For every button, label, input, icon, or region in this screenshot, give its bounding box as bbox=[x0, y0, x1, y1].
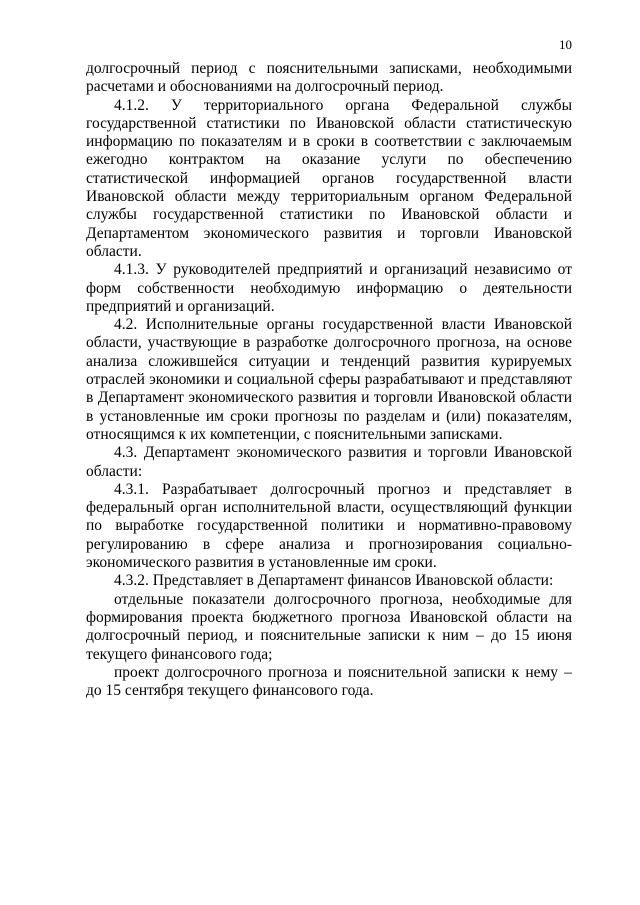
paragraph-4-3-1: 4.3.1. Разрабатывает долгосрочный прогноз и представляет в федеральный орган исполнительной власти, осуществляющий функции по выработке государственной политики и нормативно-правовому регулированию в сфере анализа и прогнозирования социально-экономического развития в установленные им сроки. bbox=[86, 480, 572, 572]
page-number: 10 bbox=[559, 37, 572, 52]
paragraph-4-1-2: 4.1.2. У территориального органа Федеральной службы государственной статистики по Ивановской области статистическую информацию по показателям и в сроки в соответствии с заключаемым ежегодно контрактом на оказание услуги по обеспечению статистической информацией органов государственной власти Ивановской области между территориальным органом Федеральной службы государственной статистики по Ивановской области и Департаментом экономического развития и торговли Ивановской области. bbox=[86, 96, 572, 260]
document-body bbox=[86, 60, 572, 700]
paragraph-indicators: отдельные показатели долгосрочного прогноза, необходимые для формирования проекта бюджетного прогноза Ивановской области на долгосрочный период, и пояснительные записки к ним – до 15 июня текущего финансового года; bbox=[86, 590, 572, 663]
paragraph-draft-forecast: проект долгосрочного прогноза и пояснительной записки к нему – до 15 сентября текущего финансового года. bbox=[86, 663, 572, 700]
paragraph-4-2: 4.2. Исполнительные органы государственной власти Ивановской области, участвующие в разработке долгосрочного прогноза, на основе анализа сложившейся ситуации и тенденций развития курируемых отраслей экономики и социальной сферы разрабатывают и представляют в Департамент экономического развития и торговли Ивановской области в установленные им сроки прогнозы по разделам и (или) показателям, относящимся к их компетенции, с пояснительными записками. bbox=[86, 316, 572, 443]
paragraph-4-3: 4.3. Департамент экономического развития и торговли Ивановской области: bbox=[86, 444, 572, 480]
paragraph-4-1-3: 4.1.3. У руководителей предприятий и организаций независимо от форм собственности необходимую информацию о деятельности предприятий и организаций. bbox=[86, 261, 572, 315]
paragraph-continuation: долгосрочный период с пояснительными записками, необходимыми расчетами и обоснованиями на долгосрочный период. bbox=[86, 60, 572, 96]
paragraph-4-3-2: 4.3.2. Представляет в Департамент финансов Ивановской области: bbox=[114, 572, 554, 590]
